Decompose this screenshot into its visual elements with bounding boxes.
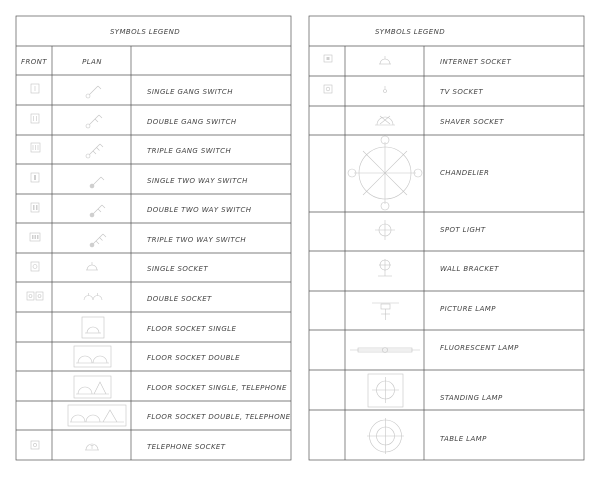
front-column-header: FRONT	[21, 58, 47, 66]
floor-socket-double-telephone-icon	[68, 405, 126, 426]
picture-lamp-icon	[372, 303, 399, 320]
legend-label: FLOOR SOCKET DOUBLE	[147, 354, 240, 362]
legend-label: SINGLE GANG SWITCH	[147, 88, 233, 96]
tv-socket-front-icon	[324, 85, 332, 93]
legend-label: SINGLE TWO WAY SWITCH	[147, 177, 248, 185]
floor-socket-single-icon	[82, 317, 104, 338]
single-two-way-switch-icon	[90, 177, 104, 188]
fluorescent-lamp-icon	[350, 348, 420, 353]
double-socket-icon	[84, 293, 102, 300]
standing-lamp-icon	[368, 374, 403, 407]
legend-label: TRIPLE GANG SWITCH	[147, 147, 232, 155]
right-table-title: SYMBOLS LEGEND	[374, 28, 446, 36]
legend-label: TABLE LAMP	[440, 435, 487, 443]
legend-label: WALL BRACKET	[440, 265, 499, 273]
legend-label: PICTURE LAMP	[440, 305, 496, 313]
legend-label: INTERNET SOCKET	[440, 58, 512, 66]
legend-label: TELEPHONE SOCKET	[147, 443, 226, 451]
triple-two-way-switch-icon	[90, 234, 106, 247]
telephone-socket-icon	[85, 444, 99, 451]
wall-bracket-icon	[378, 259, 392, 276]
legend-label: FLOOR SOCKET SINGLE, TELEPHONE	[147, 384, 287, 392]
legend-label: FLOOR SOCKET SINGLE	[147, 325, 237, 333]
shaver-socket-icon	[375, 116, 395, 125]
double-two-way-switch-front-icon	[31, 203, 39, 212]
legend-label: TV SOCKET	[440, 88, 484, 96]
svg-text:T: T	[90, 445, 94, 451]
legend-label: FLOOR SOCKET DOUBLE, TELEPHONE	[147, 413, 291, 421]
single-gang-switch-front-icon	[31, 84, 39, 93]
chandelier-icon	[348, 136, 422, 210]
right-legend-table	[309, 16, 584, 460]
legend-label: SHAVER SOCKET	[440, 118, 504, 126]
triple-gang-switch-front-icon	[31, 143, 40, 152]
legend-label: STANDING LAMP	[440, 394, 503, 402]
legend-label: DOUBLE SOCKET	[147, 295, 212, 303]
tv-socket-icon	[384, 86, 387, 93]
legend-label: DOUBLE GANG SWITCH	[147, 118, 237, 126]
double-two-way-switch-icon	[90, 205, 105, 217]
legend-label: SINGLE SOCKET	[147, 265, 209, 273]
legend-label: TRIPLE TWO WAY SWITCH	[147, 236, 247, 244]
legend-label: SPOT LIGHT	[440, 226, 486, 234]
legend-label: CHANDELIER	[440, 169, 490, 177]
single-two-way-switch-front-icon	[31, 173, 39, 182]
legend-label: DOUBLE TWO WAY SWITCH	[147, 206, 252, 214]
single-gang-switch-icon	[86, 86, 101, 98]
internet-socket-icon	[379, 56, 391, 64]
floor-socket-single-telephone-icon	[74, 376, 111, 398]
double-socket-front-icon	[27, 292, 43, 300]
spot-light-icon	[375, 220, 395, 240]
internet-socket-front-icon	[324, 55, 332, 62]
telephone-socket-front-icon	[31, 441, 39, 449]
left-legend-table	[16, 16, 291, 460]
double-gang-switch-front-icon	[31, 114, 39, 123]
floor-socket-double-icon	[74, 346, 111, 367]
table-lamp-icon	[367, 418, 404, 454]
triple-gang-switch-icon	[86, 144, 103, 158]
legend-label: FLUORESCENT LAMP	[440, 344, 519, 352]
plan-column-header: PLAN	[82, 58, 102, 66]
single-socket-front-icon	[31, 262, 39, 271]
single-socket-icon	[86, 262, 98, 270]
left-table-title: SYMBOLS LEGEND	[109, 28, 181, 36]
triple-two-way-switch-front-icon	[30, 233, 40, 241]
double-gang-switch-icon	[86, 115, 102, 128]
